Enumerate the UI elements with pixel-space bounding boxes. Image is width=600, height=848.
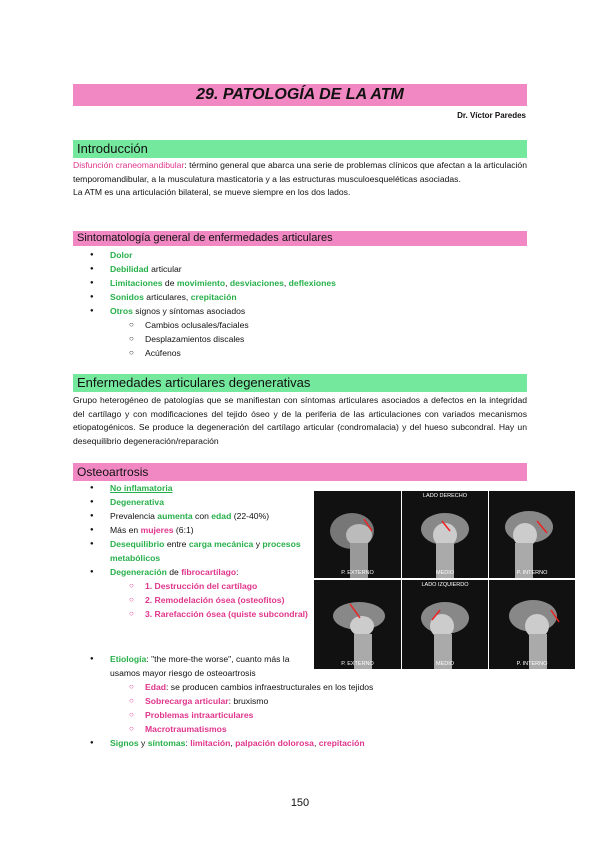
- list-item: ● Desequilibrio entre carga mecánica y procesos metabólicos: [73, 537, 313, 565]
- list-item: ● Más en mujeres (6:1): [73, 523, 313, 537]
- ct-label: P. EXTERNO: [341, 570, 374, 576]
- list-subitem: ○ Macrotraumatismos: [73, 722, 527, 736]
- ct-label-right: LADO DERECHO: [422, 493, 467, 499]
- ct-image-left-medial: [402, 580, 488, 669]
- intro-line2: La ATM es una articulación bilateral, se mueve siempre en los dos lados.: [73, 187, 351, 197]
- heading-degenerativas: Enfermedades articulares degenerativas: [73, 374, 527, 392]
- list-subitem: ○ Sobrecarga articular: bruxismo: [73, 694, 527, 708]
- list-subitem: ○ Cambios oclusales/faciales: [73, 318, 527, 332]
- list-subitem: ○ Problemas intraarticulares: [73, 708, 527, 722]
- list-item: ● Prevalencia aumenta con edad (22-40%): [73, 509, 313, 523]
- list-item: ● Etiología: "the more-the worse", cuanto más la usamos mayor riesgo de osteoartrosis: [73, 652, 310, 680]
- heading-sintomatologia: Sintomatología general de enfermedades articulares: [73, 231, 527, 246]
- ct-image-left-external: [314, 580, 401, 669]
- page-title: 29. PATOLOGÍA DE LA ATM: [73, 84, 527, 106]
- list-item: ● Otros signos y síntomas asociados: [73, 304, 527, 318]
- sintomas-list-container: [73, 248, 527, 360]
- ct-label: MEDIO: [435, 570, 455, 576]
- osteo-list-container: [73, 481, 313, 621]
- ct-image-grid: [314, 491, 575, 669]
- list-subitem: ○ Desplazamientos discales: [73, 332, 527, 346]
- list-subitem: ○ 3. Rarefacción ósea (quiste subcondral): [73, 607, 313, 621]
- degenerativas-paragraph: Grupo heterogéneo de patologías que se manifiestan con síntomas articulares asociados a defectos en la integridad del cartílago y con modificaciones del tejido óseo y de la periferia de las articulaciones con variados mecanismos etiopatogénicos. Se produce la degeneración del cartílago articular (condromalacia) y del hueso subcondral. Hay un desequilibrio degeneración/reparación: [73, 395, 527, 446]
- list-item: ● Degenerativa: [73, 495, 313, 509]
- list-item: ● Sonidos articulares, crepitación: [73, 290, 527, 304]
- heading-osteoartrosis: Osteoartrosis: [73, 463, 527, 481]
- ct-label: P. EXTERNO: [341, 661, 374, 667]
- ct-image-right-external: [314, 491, 401, 578]
- list-item: ● No inflamatoria: [73, 481, 313, 495]
- page-number: 150: [290, 797, 310, 809]
- list-item: ● Signos y síntomas: limitación, palpación dolorosa, crepitación: [73, 736, 527, 750]
- list-subitem: ○ Acúfenos: [73, 346, 527, 360]
- intro-paragraph: [73, 159, 527, 200]
- ct-image-right-internal: [489, 491, 575, 578]
- ct-image-left-internal: [489, 580, 575, 669]
- ct-label: P. INTERNO: [516, 570, 548, 576]
- ct-label: P. INTERNO: [516, 661, 548, 667]
- intro-term: Disfunción craneomandibular: [73, 160, 185, 170]
- list-subitem: ○ 1. Destrucción del cartílago: [73, 579, 313, 593]
- list-item: ● Dolor: [73, 248, 527, 262]
- list-subitem: ○ Edad: se producen cambios infraestructurales en los tejidos: [73, 680, 527, 694]
- ct-image-right-medial: [402, 491, 488, 578]
- list-item: ● Limitaciones de movimiento, desviaciones, deflexiones: [73, 276, 527, 290]
- list-subitem: ○ 2. Remodelación ósea (osteofitos): [73, 593, 313, 607]
- ct-label-left: LADO IZQUIERDO: [421, 582, 469, 588]
- author: Dr. Víctor Paredes: [457, 111, 526, 120]
- osteo-list: [73, 481, 313, 621]
- ct-label: MEDIO: [435, 661, 455, 667]
- sintomas-list: [73, 248, 527, 360]
- list-item: ● Degeneración de fibrocartílago:: [73, 565, 313, 579]
- list-item: ● Debilidad articular: [73, 262, 527, 276]
- heading-introduccion: Introducción: [73, 140, 527, 158]
- intro-definition: : término general que abarca una serie de problemas clínicos que afectan a la articulación temporomandibular, a la musculatura masticatoria y a las estructuras musculoesqueléticas asociadas.: [73, 160, 527, 184]
